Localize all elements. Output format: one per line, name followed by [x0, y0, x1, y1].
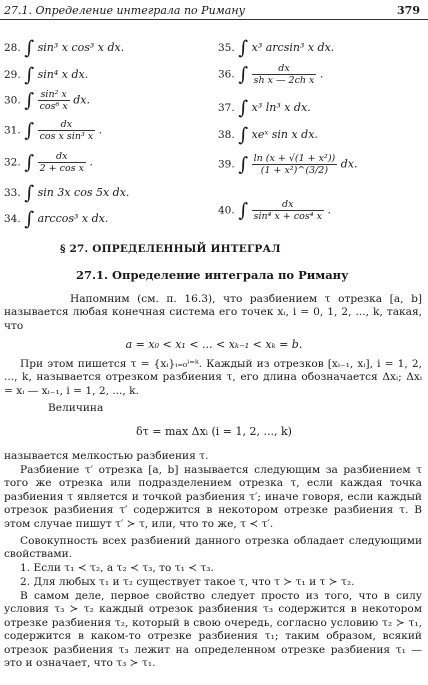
subsection-title: 27.1. Определение интеграла по Риману	[76, 268, 349, 282]
paragraph-1: Напомним (см. п. 16.3), что разбиением τ отрезка [a, b] называется любая конечная система его точек xᵢ, i = 0, 1, 2, ..., k, такая, что	[4, 293, 422, 332]
problem-38: 38. ∫ xeˣ sin x dx.	[218, 124, 318, 146]
problem-29: 29. ∫ sin⁴ x dx.	[4, 64, 89, 86]
problem-35: 35. ∫ x³ arcsin³ x dx.	[218, 37, 335, 59]
problem-28: 28. ∫ sin³ x cos³ x dx.	[4, 37, 125, 59]
paragraph-6: Совокупность всех разбиений данного отрезка обладает следующими свойствами.	[4, 535, 422, 561]
paragraph-7: В самом деле, первое свойство следует просто из того, что в силу условия τ₃ ≻ τ₂ каждый отрезок разбиения τ₃ содержится в некотором отрезке разбиения τ₂, который в свою очередь, согласно условию τ₂ ≻ τ₁, содержится в каком-то отрезке разбиения τ₁; таким образом, всякий отрезок разбиения τ₃ лежит на определенном отрезке разбиения τ₁ — это и означает, что τ₃ ≻ τ₁.	[4, 590, 422, 670]
paragraph-2: При этом пишется τ = {xᵢ}ᵢ₌₀ⁱ⁼ᵏ. Каждый из отрезков [xᵢ₋₁, xᵢ], i = 1, 2, ..., k, называется отрезком разбиения τ, его длина обозначается Δxᵢ; Δxᵢ = xᵢ — xᵢ₋₁, i = 1, 2, ..., k.	[4, 358, 422, 397]
problem-39: 39. ∫ $\frac{\text{ln (x + √(1 + x²))}}{\text{(1 + x²)\textasciicircum{}(3/2)}}$ dx.	[218, 153, 358, 176]
problem-33: 33. ∫ sin 3x cos 5x dx.	[4, 182, 130, 204]
property-2: 2. Для любых τ₁ и τ₂ существует такое τ, что τ ≻ τ₁ и τ ≻ τ₂.	[20, 576, 355, 588]
running-header	[4, 4, 420, 20]
problem-34: 34. ∫ arccos³ x dx.	[4, 208, 109, 230]
problem-31: 31. ∫ $\frac{dx}{\text{cos x sin³ x}}$ .	[4, 119, 103, 142]
problem-32: 32. ∫ $\frac{dx}{\text{2 + cos x}}$ .	[4, 151, 93, 174]
header-rule	[0, 19, 428, 20]
problem-37: 37. ∫ x³ ln³ x dx.	[218, 97, 311, 119]
formula-partition: a = x₀ < x₁ < ... < xₖ₋₁ < xₖ = b.	[125, 338, 303, 351]
formula-fineness: δτ = max Δxᵢ (i = 1, 2, ..., k)	[136, 425, 292, 438]
problem-40: 40. ∫ $\frac{dx}{\text{sin⁴ x + cos⁴ x}}$ .	[218, 199, 331, 222]
paragraph-3: Величина	[48, 402, 104, 414]
paragraph-4: называется мелкостью разбиения τ.	[4, 450, 209, 462]
page-number: 379	[397, 4, 420, 17]
problem-30: 30. ∫ $\frac{\text{sin² x}}{\text{cos⁶ x}}$ dx.	[4, 89, 90, 112]
paragraph-5: Разбиение τ′ отрезка [a, b] называется следующим за разбиением τ того же отрезка или подразделением отрезка τ, если каждая точка разбиения τ является и точкой разбиения τ′; иначе говоря, если каждый отрезок разбиения τ′ содержится в некотором отрезке разбиения τ. В этом случае пишут τ′ ≻ τ, или, что то же, τ ≺ τ′.	[4, 464, 422, 530]
header-title: 27.1. Определение интеграла по Риману	[4, 4, 245, 17]
property-1: 1. Если τ₁ ≺ τ₂, а τ₂ ≺ τ₃, то τ₁ ≺ τ₃.	[20, 562, 214, 574]
problem-36: 36. ∫ $\frac{dx}{\text{sh x — 2ch x}}$ .	[218, 63, 324, 86]
section-title: § 27. ОПРЕДЕЛЕННЫЙ ИНТЕГРАЛ	[60, 243, 281, 255]
